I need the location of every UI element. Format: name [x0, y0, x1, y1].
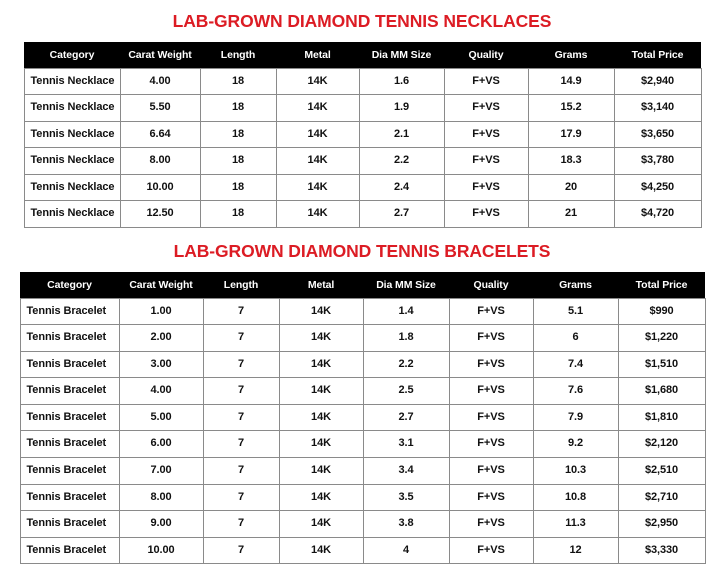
cell-carat-weight: 4.00 — [120, 68, 200, 95]
table-header-row — [20, 272, 705, 299]
cell-grams: 7.4 — [533, 351, 618, 378]
cell-total-price: $4,720 — [614, 201, 701, 228]
cell-grams: 7.9 — [533, 404, 618, 431]
cell-metal: 14K — [279, 298, 363, 325]
cell-metal: 14K — [279, 511, 363, 538]
cell-carat-weight: 10.00 — [120, 174, 200, 201]
cell-grams: 15.2 — [528, 95, 614, 122]
cell-dia-mm-size: 2.1 — [359, 121, 444, 148]
cell-carat-weight: 9.00 — [119, 511, 203, 538]
cell-metal: 14K — [276, 148, 359, 175]
cell-carat-weight: 8.00 — [119, 484, 203, 511]
cell-length: 7 — [203, 404, 279, 431]
cell-quality: F+VS — [444, 121, 528, 148]
cell-quality: F+VS — [444, 201, 528, 228]
table-header-bracelets — [20, 272, 705, 299]
cell-quality: F+VS — [444, 95, 528, 122]
cell-dia-mm-size: 2.5 — [363, 378, 449, 405]
table-row — [20, 378, 705, 405]
cell-category: Tennis Bracelet — [20, 298, 119, 325]
cell-dia-mm-size: 4 — [363, 537, 449, 564]
section-necklaces — [0, 0, 724, 228]
cell-metal: 14K — [279, 325, 363, 352]
table-row — [20, 511, 705, 538]
cell-grams: 10.3 — [533, 458, 618, 485]
cell-grams: 12 — [533, 537, 618, 564]
cell-metal: 14K — [279, 404, 363, 431]
cell-metal: 14K — [279, 484, 363, 511]
section-bracelets — [0, 230, 724, 564]
table-row — [24, 95, 701, 122]
cell-length: 7 — [203, 431, 279, 458]
table-row — [20, 537, 705, 564]
cell-grams: 7.6 — [533, 378, 618, 405]
cell-carat-weight: 2.00 — [119, 325, 203, 352]
column-header-carat-weight: Carat Weight — [119, 272, 203, 299]
cell-grams: 9.2 — [533, 431, 618, 458]
price-table-necklaces — [24, 42, 702, 229]
cell-quality: F+VS — [449, 458, 533, 485]
cell-total-price: $1,680 — [618, 378, 705, 405]
cell-grams: 6 — [533, 325, 618, 352]
cell-total-price: $2,120 — [618, 431, 705, 458]
cell-dia-mm-size: 1.4 — [363, 298, 449, 325]
column-header-total-price: Total Price — [618, 272, 705, 299]
cell-carat-weight: 8.00 — [120, 148, 200, 175]
cell-total-price: $2,940 — [614, 68, 701, 95]
column-header-metal: Metal — [276, 42, 359, 69]
column-header-dia-mm-size: Dia MM Size — [359, 42, 444, 69]
cell-dia-mm-size: 1.6 — [359, 68, 444, 95]
table-header-necklaces — [24, 42, 701, 69]
cell-category: Tennis Bracelet — [20, 484, 119, 511]
table-row — [24, 174, 701, 201]
cell-grams: 5.1 — [533, 298, 618, 325]
cell-total-price: $3,650 — [614, 121, 701, 148]
column-header-category: Category — [20, 272, 119, 299]
cell-dia-mm-size: 1.9 — [359, 95, 444, 122]
column-header-metal: Metal — [279, 272, 363, 299]
cell-quality: F+VS — [444, 68, 528, 95]
cell-total-price: $2,510 — [618, 458, 705, 485]
column-header-total-price: Total Price — [614, 42, 701, 69]
table-row — [20, 484, 705, 511]
cell-category: Tennis Necklace — [24, 201, 120, 228]
column-header-grams: Grams — [533, 272, 618, 299]
cell-metal: 14K — [279, 351, 363, 378]
cell-quality: F+VS — [449, 351, 533, 378]
column-header-category: Category — [24, 42, 120, 69]
cell-grams: 21 — [528, 201, 614, 228]
cell-metal: 14K — [276, 174, 359, 201]
cell-quality: F+VS — [449, 431, 533, 458]
cell-carat-weight: 6.00 — [119, 431, 203, 458]
table-wrapper-bracelets — [20, 272, 705, 564]
cell-total-price: $3,140 — [614, 95, 701, 122]
table-body-bracelets — [20, 298, 705, 564]
column-header-carat-weight: Carat Weight — [120, 42, 200, 69]
cell-quality: F+VS — [449, 404, 533, 431]
table-row — [20, 298, 705, 325]
cell-dia-mm-size: 2.7 — [359, 201, 444, 228]
cell-carat-weight: 5.50 — [120, 95, 200, 122]
cell-dia-mm-size: 3.5 — [363, 484, 449, 511]
cell-dia-mm-size: 2.7 — [363, 404, 449, 431]
cell-category: Tennis Bracelet — [20, 351, 119, 378]
cell-total-price: $2,710 — [618, 484, 705, 511]
cell-length: 7 — [203, 511, 279, 538]
cell-quality: F+VS — [449, 537, 533, 564]
cell-total-price: $990 — [618, 298, 705, 325]
cell-carat-weight: 7.00 — [119, 458, 203, 485]
cell-total-price: $1,810 — [618, 404, 705, 431]
cell-grams: 11.3 — [533, 511, 618, 538]
cell-metal: 14K — [276, 121, 359, 148]
cell-category: Tennis Necklace — [24, 95, 120, 122]
cell-quality: F+VS — [449, 325, 533, 352]
cell-metal: 14K — [276, 68, 359, 95]
cell-category: Tennis Bracelet — [20, 431, 119, 458]
cell-length: 7 — [203, 484, 279, 511]
cell-category: Tennis Bracelet — [20, 378, 119, 405]
cell-quality: F+VS — [444, 148, 528, 175]
cell-length: 7 — [203, 351, 279, 378]
cell-length: 7 — [203, 458, 279, 485]
cell-grams: 20 — [528, 174, 614, 201]
cell-quality: F+VS — [449, 298, 533, 325]
cell-category: Tennis Bracelet — [20, 458, 119, 485]
cell-length: 7 — [203, 378, 279, 405]
cell-category: Tennis Bracelet — [20, 511, 119, 538]
cell-length: 7 — [203, 537, 279, 564]
column-header-quality: Quality — [449, 272, 533, 299]
cell-dia-mm-size: 2.2 — [363, 351, 449, 378]
column-header-length: Length — [200, 42, 276, 69]
column-header-length: Length — [203, 272, 279, 299]
cell-dia-mm-size: 3.4 — [363, 458, 449, 485]
cell-length: 18 — [200, 95, 276, 122]
cell-dia-mm-size: 2.4 — [359, 174, 444, 201]
cell-length: 18 — [200, 68, 276, 95]
cell-category: Tennis Bracelet — [20, 537, 119, 564]
cell-category: Tennis Necklace — [24, 148, 120, 175]
cell-grams: 14.9 — [528, 68, 614, 95]
table-header-row — [24, 42, 701, 69]
column-header-quality: Quality — [444, 42, 528, 69]
cell-category: Tennis Bracelet — [20, 325, 119, 352]
cell-category: Tennis Necklace — [24, 68, 120, 95]
cell-total-price: $1,510 — [618, 351, 705, 378]
table-row — [20, 431, 705, 458]
table-row — [20, 351, 705, 378]
cell-length: 18 — [200, 201, 276, 228]
cell-carat-weight: 4.00 — [119, 378, 203, 405]
table-row — [20, 325, 705, 352]
table-row — [24, 121, 701, 148]
cell-grams: 17.9 — [528, 121, 614, 148]
cell-grams: 18.3 — [528, 148, 614, 175]
cell-dia-mm-size: 1.8 — [363, 325, 449, 352]
cell-carat-weight: 5.00 — [119, 404, 203, 431]
cell-category: Tennis Necklace — [24, 174, 120, 201]
cell-metal: 14K — [279, 537, 363, 564]
table-row — [24, 148, 701, 175]
page-title-bracelets: LAB-GROWN DIAMOND TENNIS BRACELETS — [0, 230, 724, 261]
cell-total-price: $2,950 — [618, 511, 705, 538]
cell-dia-mm-size: 3.1 — [363, 431, 449, 458]
cell-carat-weight: 3.00 — [119, 351, 203, 378]
table-wrapper-necklaces — [24, 42, 701, 229]
column-header-dia-mm-size: Dia MM Size — [363, 272, 449, 299]
cell-quality: F+VS — [449, 378, 533, 405]
cell-dia-mm-size: 2.2 — [359, 148, 444, 175]
cell-length: 18 — [200, 148, 276, 175]
cell-length: 18 — [200, 121, 276, 148]
cell-length: 7 — [203, 298, 279, 325]
price-table-bracelets — [20, 272, 706, 564]
cell-metal: 14K — [279, 431, 363, 458]
cell-metal: 14K — [279, 378, 363, 405]
cell-quality: F+VS — [449, 484, 533, 511]
cell-quality: F+VS — [449, 511, 533, 538]
cell-metal: 14K — [279, 458, 363, 485]
cell-total-price: $4,250 — [614, 174, 701, 201]
cell-total-price: $3,780 — [614, 148, 701, 175]
cell-length: 7 — [203, 325, 279, 352]
cell-total-price: $1,220 — [618, 325, 705, 352]
cell-metal: 14K — [276, 95, 359, 122]
table-row — [24, 68, 701, 95]
page-title-necklaces: LAB-GROWN DIAMOND TENNIS NECKLACES — [0, 0, 724, 31]
table-body-necklaces — [24, 68, 701, 228]
cell-dia-mm-size: 3.8 — [363, 511, 449, 538]
cell-carat-weight: 10.00 — [119, 537, 203, 564]
cell-metal: 14K — [276, 201, 359, 228]
cell-quality: F+VS — [444, 174, 528, 201]
cell-grams: 10.8 — [533, 484, 618, 511]
table-row — [24, 201, 701, 228]
table-row — [20, 458, 705, 485]
cell-category: Tennis Bracelet — [20, 404, 119, 431]
cell-carat-weight: 12.50 — [120, 201, 200, 228]
cell-carat-weight: 1.00 — [119, 298, 203, 325]
cell-total-price: $3,330 — [618, 537, 705, 564]
column-header-grams: Grams — [528, 42, 614, 69]
cell-category: Tennis Necklace — [24, 121, 120, 148]
cell-length: 18 — [200, 174, 276, 201]
table-row — [20, 404, 705, 431]
cell-carat-weight: 6.64 — [120, 121, 200, 148]
